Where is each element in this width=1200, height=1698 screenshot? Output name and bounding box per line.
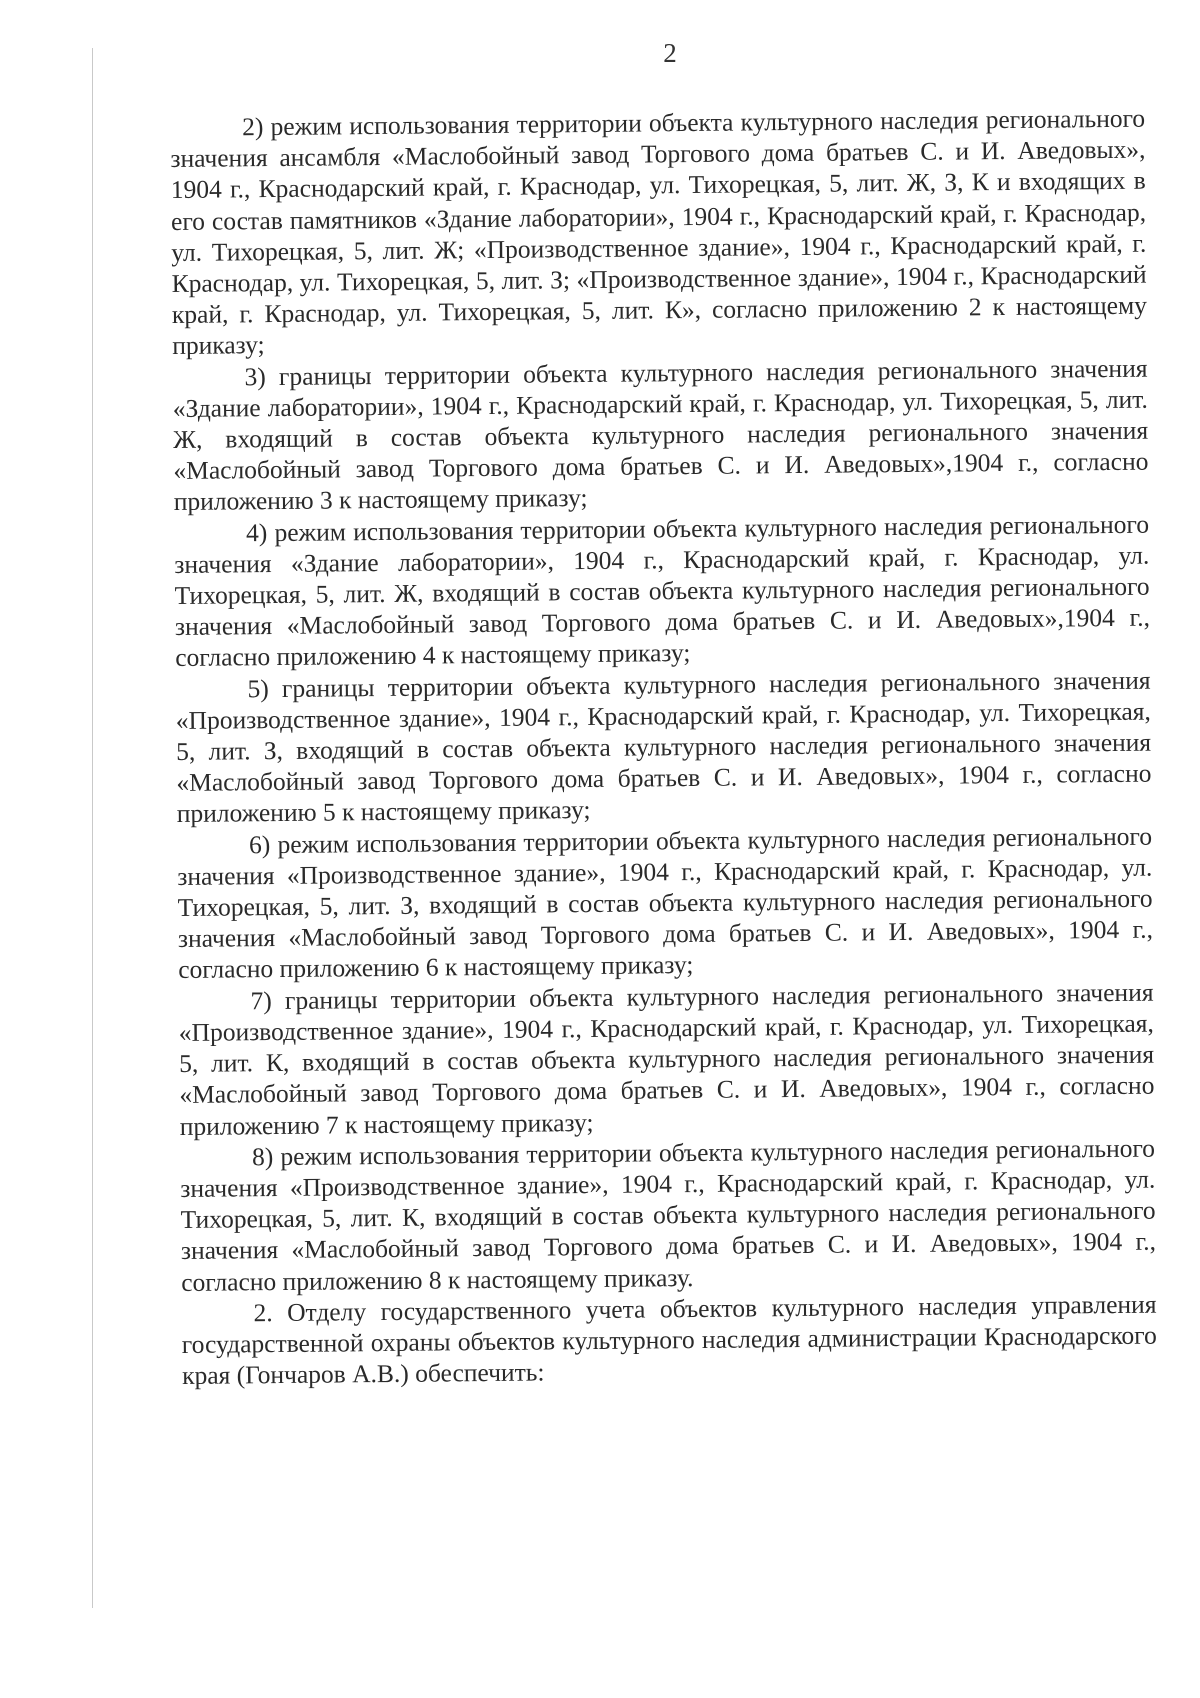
paragraph-item-8: 8) режим использования территории объекта культурного наследия регионального значения «Производственное здание», 1904 г., Краснодарский край, г. Краснодар, ул. Тихорецкая, 5, лит. К, входящий в состав объекта культурного наследия регионального значения «Маслобойный завод Торгового дома братьев С. и И. Аведовых», 1904 г., согласно приложению 8 к настоящему приказу. <box>180 1133 1157 1297</box>
paragraph-item-5: 5) границы территории объекта культурного наследия регионального значения «Производственное здание», 1904 г., Краснодарский край, г. Краснодар, ул. Тихорецкая, 5, лит. З, входящий в состав объекта культурного наследия регионального значения «Маслобойный завод Торгового дома братьев С. и И. Аведовых», 1904 г., согласно приложению 5 к настоящему приказу; <box>175 665 1152 829</box>
paragraph-section-2: 2. Отделу государственного учета объектов культурного наследия управления государственной охраны объектов культурного наследия администрации Краснодарского края (Гончаров А.В.) обеспечить: <box>181 1289 1157 1391</box>
scan-edge-line <box>92 48 93 1608</box>
paragraph-item-4: 4) режим использования территории объекта культурного наследия регионального значения «Здание лаборатории», 1904 г., Краснодарский край, г. Краснодар, ул. Тихорецкая, 5, лит. Ж, входящий в состав объекта культурного наследия регионального значения «Маслобойный завод Торгового дома братьев С. и И. Аведовых»,1904 г., согласно приложению 4 к настоящему приказу; <box>174 509 1151 673</box>
paragraph-item-7: 7) границы территории объекта культурного наследия регионального значения «Производственное здание», 1904 г., Краснодарский край, г. Краснодар, ул. Тихорецкая, 5, лит. К, входящий в состав объекта культурного наследия регионального значения «Маслобойный завод Торгового дома братьев С. и И. Аведовых», 1904 г., согласно приложению 7 к настоящему приказу; <box>178 977 1155 1141</box>
paragraph-item-6: 6) режим использования территории объекта культурного наследия регионального значения «Производственное здание», 1904 г., Краснодарский край, г. Краснодар, ул. Тихорецкая, 5, лит. З, входящий в состав объекта культурного наследия регионального значения «Маслобойный завод Торгового дома братьев С. и И. Аведовых», 1904 г., согласно приложению 6 к настоящему приказу; <box>177 821 1154 985</box>
paragraph-item-2: 2) режим использования территории объекта культурного наследия регионального значения ансамбля «Маслобойный завод Торгового дома братьев С. и И. Аведовых», 1904 г., Краснодарский край, г. Краснодар, ул. Тихорецкая, 5, лит. Ж, З, К и входящих в его состав памятников «Здание лаборатории», 1904 г., Краснодарский край, г. Краснодар, ул. Тихорецкая, 5, лит. Ж; «Производственное здание», 1904 г., Краснодарский край, г. Краснодар, ул. Тихорецкая, 5, лит. З; «Производственное здание», 1904 г., Краснодарский край, г. Краснодар, ул. Тихорецкая, 5, лит. К», согласно приложению 2 к настоящему приказу; <box>170 103 1148 361</box>
page-number: 2 <box>663 38 677 68</box>
document-body <box>170 103 1157 1392</box>
paragraph-item-3: 3) границы территории объекта культурного наследия регионального значения «Здание лаборатории», 1904 г., Краснодарский край, г. Краснодар, ул. Тихорецкая, 5, лит. Ж, входящий в состав объекта культурного наследия регионального значения «Маслобойный завод Торгового дома братьев С. и И. Аведовых»,1904 г., согласно приложению 3 к настоящему приказу; <box>172 353 1149 517</box>
